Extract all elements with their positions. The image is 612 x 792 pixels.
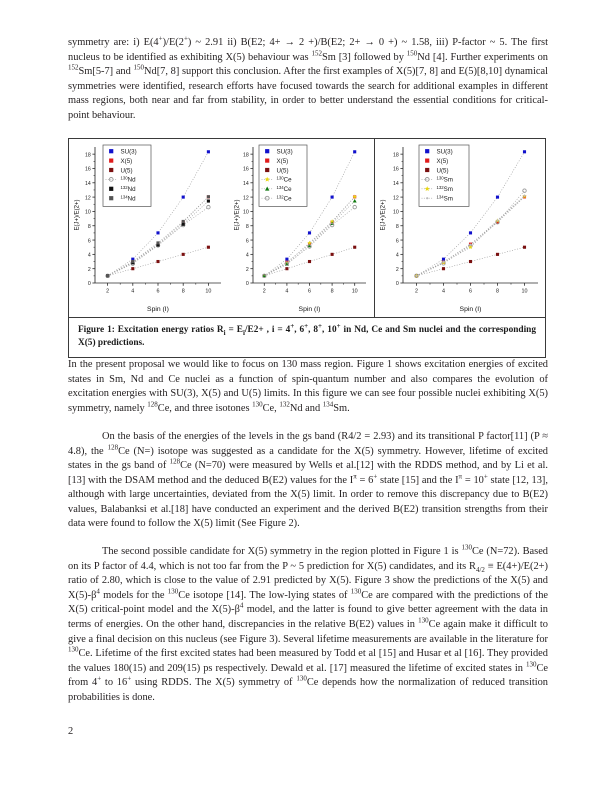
svg-text:14: 14 xyxy=(85,181,91,188)
svg-text:6: 6 xyxy=(395,238,399,245)
svg-text:134Ce: $^{134}$Ce xyxy=(276,184,292,194)
svg-text:18: 18 xyxy=(242,152,249,159)
svg-text:16: 16 xyxy=(392,166,399,173)
svg-text:130Sm: $^{130}$Sm xyxy=(436,175,453,184)
svg-text:E(J+)/E(2+): E(J+)/E(2+) xyxy=(234,199,241,231)
svg-text:12: 12 xyxy=(242,195,249,202)
svg-text:2: 2 xyxy=(245,267,249,274)
svg-text:Spin (I): Spin (I) xyxy=(298,306,321,314)
svg-text:134Sm: $^{134}$Sm xyxy=(436,194,453,203)
svg-text:SU(3): SU(3) xyxy=(120,148,137,156)
svg-text:U(5): U(5) xyxy=(436,167,449,175)
figure-caption: Figure 1: Excitation energy ratios $R_i = E_i/E2+$ , i = 4+, 6+, 8+, 10+ in Nd, Ce and Sm nuclei and the corresponding X(5) predictions. xyxy=(78,322,536,349)
svg-text:12: 12 xyxy=(85,195,91,202)
svg-text:132Nd: $^{132}$Nd xyxy=(120,184,136,194)
svg-text:10: 10 xyxy=(242,209,249,216)
svg-text:4: 4 xyxy=(395,252,399,259)
svg-text:4: 4 xyxy=(87,252,91,259)
paragraph-1: symmetry are: i) E(4+)/E(2+) ~ 2.91 ii) B(E2; 4+ → 2 +)/B(E2; 2+ → 0 +) ~ 1.58, iii) P-factor ~ 5. The first nucleus to be identified as exhibiting X(5) behaviour was $^{152}$Sm [3] followed by $^{150}$Nd [4]. Further experiments on $^{152}$Sm[5-7] and $^{150}$Nd[7, 8] support this conclusion. After the first examples of X(5)[7, 8] and E(5)[8,10] dynamical symmetries were identified, research efforts have focused towards the search for additional examples in different mass regions, both near and far from stability, in order to better understand the essential conditions for critical-point behaviour. xyxy=(68,34,548,121)
svg-text:14: 14 xyxy=(392,181,399,188)
svg-text:0: 0 xyxy=(87,281,91,288)
svg-text:SU(3): SU(3) xyxy=(276,148,293,156)
chart-panel-sm xyxy=(374,139,545,317)
svg-text:X(5): X(5) xyxy=(436,158,448,166)
svg-text:10: 10 xyxy=(351,288,358,295)
page-number: 2 xyxy=(68,726,74,737)
svg-text:2: 2 xyxy=(87,267,91,274)
svg-text:6: 6 xyxy=(156,288,160,295)
svg-text:134Nd: $^{134}$Nd xyxy=(120,194,136,203)
chart-panel-nd xyxy=(69,139,229,317)
svg-text:4: 4 xyxy=(285,288,289,295)
svg-text:8: 8 xyxy=(495,288,499,295)
svg-text:10: 10 xyxy=(521,288,528,295)
svg-text:2: 2 xyxy=(395,267,399,274)
svg-text:E(J+)/E(2+): E(J+)/E(2+) xyxy=(380,199,387,231)
svg-text:132Ce: $^{132}$Ce xyxy=(276,194,292,203)
svg-text:8: 8 xyxy=(245,224,249,231)
paragraph-2: In the present proposal we would like to focus on 130 mass region. Figure 1 shows excitation energies of excited states in Sm, Nd and Ce nuclei as a function of spin-quantum number and also compares the evolution of excitation energies with SU(3), X(5) and U(5) limits. In this figure we can see four possible nuclei exhibiting X(5) symmetry, namely $^{128}$Ce, and three isotones $^{130}$Ce, $^{132}$Nd and $^{134}$Sm. xyxy=(68,359,548,414)
svg-text:6: 6 xyxy=(245,238,249,245)
svg-text:14: 14 xyxy=(242,181,249,188)
svg-text:SU(3): SU(3) xyxy=(436,148,453,156)
svg-text:2: 2 xyxy=(414,288,418,295)
svg-text:8: 8 xyxy=(395,224,399,231)
figure-caption-wrap xyxy=(69,317,545,357)
svg-text:Spin (I): Spin (I) xyxy=(459,306,482,314)
svg-text:18: 18 xyxy=(85,152,91,159)
svg-text:0: 0 xyxy=(245,281,249,288)
svg-text:16: 16 xyxy=(85,166,91,173)
svg-text:130Nd: $^{130}$Nd xyxy=(120,175,136,184)
page-content xyxy=(68,36,548,705)
svg-text:4: 4 xyxy=(441,288,445,295)
svg-text:4: 4 xyxy=(131,288,135,295)
svg-text:130Ce: $^{130}$Ce xyxy=(276,175,292,184)
svg-text:4: 4 xyxy=(245,252,249,259)
svg-text:18: 18 xyxy=(392,152,399,159)
svg-text:U(5): U(5) xyxy=(120,167,133,175)
chart-panel-ce xyxy=(229,139,374,317)
plot-sm xyxy=(375,139,546,317)
svg-text:132Sm: $^{132}$Sm xyxy=(436,184,453,194)
svg-text:16: 16 xyxy=(242,166,249,173)
svg-text:8: 8 xyxy=(87,224,91,231)
svg-text:6: 6 xyxy=(307,288,311,295)
svg-text:10: 10 xyxy=(392,209,399,216)
svg-text:6: 6 xyxy=(87,238,91,245)
svg-text:U(5): U(5) xyxy=(276,167,289,175)
figure-1 xyxy=(68,138,546,358)
paragraph-3: On the basis of the energies of the levels in the gs band (R4/2 = 2.93) and its transitional P factor[11] (P ≈ 4.8), the $^{128}$Ce (N=) isotope was suggested as a candidate for the X(5) symmetry. However, lifetime of excited states in the gs band of $^{128}$Ce (N=70) were measured by Wells et al.[12] with the RDDS method, and by Li et al.[13] with the DSAM method and the deduced B(E2) values for the $I^\pi = 6^+$ state [15] and the $I^\pi = 10^+$ state [12, 13], although with large uncertainties, deviated from the X(5) limit. In order to remove this discrepancy due to B(E2) values, Balabanksi et al.[18] have conducted an experiment and the derived B(E2) transition strengths from their data were found to follow the X(5) limit (See Figure 2). xyxy=(68,430,548,530)
plot-nd xyxy=(69,139,229,317)
paragraph-4: The second possible candidate for X(5) symmetry in the region plotted in Figure 1 is $^{130}$Ce (N=72). Based on its P factor of 4.4, which is not too far from the P ~ 5 prediction for X(5) candidates, and its $R_{4/2} \equiv E(4+)/E(2+)$ ratio of 2.80, which is close to the value of 2.91 predicted by X(5). Figure 3 show the predictions of the X(5) and $X(5)-\beta^4$ models for the $^{130}$Ce isotope [14]. The low-lying states of $^{130}$Ce are compared with the predictions of the X(5) critical-point model and the $X(5)-\beta^4$ model, and the latter is found to give better agreement with the data in terms of energies. On the other hand, discrepancies in the relative B(E2) values in $^{130}$Ce again make it difficult to give a final decision on this nucleus (see Figure 3). Several lifetime measurements are available in the literature for $^{130}$Ce. Lifetime of the first excited states had been measured by Todd et al [15] and Husar et al [16]. They provided the values 180(15) and 209(15) ps respectively. Dewald et al. [17] measured the lifetime of excited states in $^{130}$Ce from 4+ to 16+ using RDDS. The X(5) symmetry of $^{130}$Ce depends how the normalization of reduced transition probabilities is done. xyxy=(68,543,549,703)
svg-text:6: 6 xyxy=(468,288,472,295)
svg-text:8: 8 xyxy=(181,288,185,295)
svg-text:10: 10 xyxy=(205,288,212,295)
svg-text:10: 10 xyxy=(85,209,91,216)
svg-text:2: 2 xyxy=(262,288,266,295)
svg-text:2: 2 xyxy=(106,288,110,295)
figure-panels xyxy=(69,139,545,317)
svg-text:X(5): X(5) xyxy=(276,158,289,166)
svg-text:8: 8 xyxy=(330,288,334,295)
svg-text:Spin (I): Spin (I) xyxy=(147,306,169,314)
plot-ce xyxy=(229,139,374,317)
svg-text:12: 12 xyxy=(392,195,399,202)
svg-text:X(5): X(5) xyxy=(120,158,133,166)
svg-text:E(J+)/E(2+): E(J+)/E(2+) xyxy=(74,199,81,231)
svg-text:0: 0 xyxy=(395,281,399,288)
